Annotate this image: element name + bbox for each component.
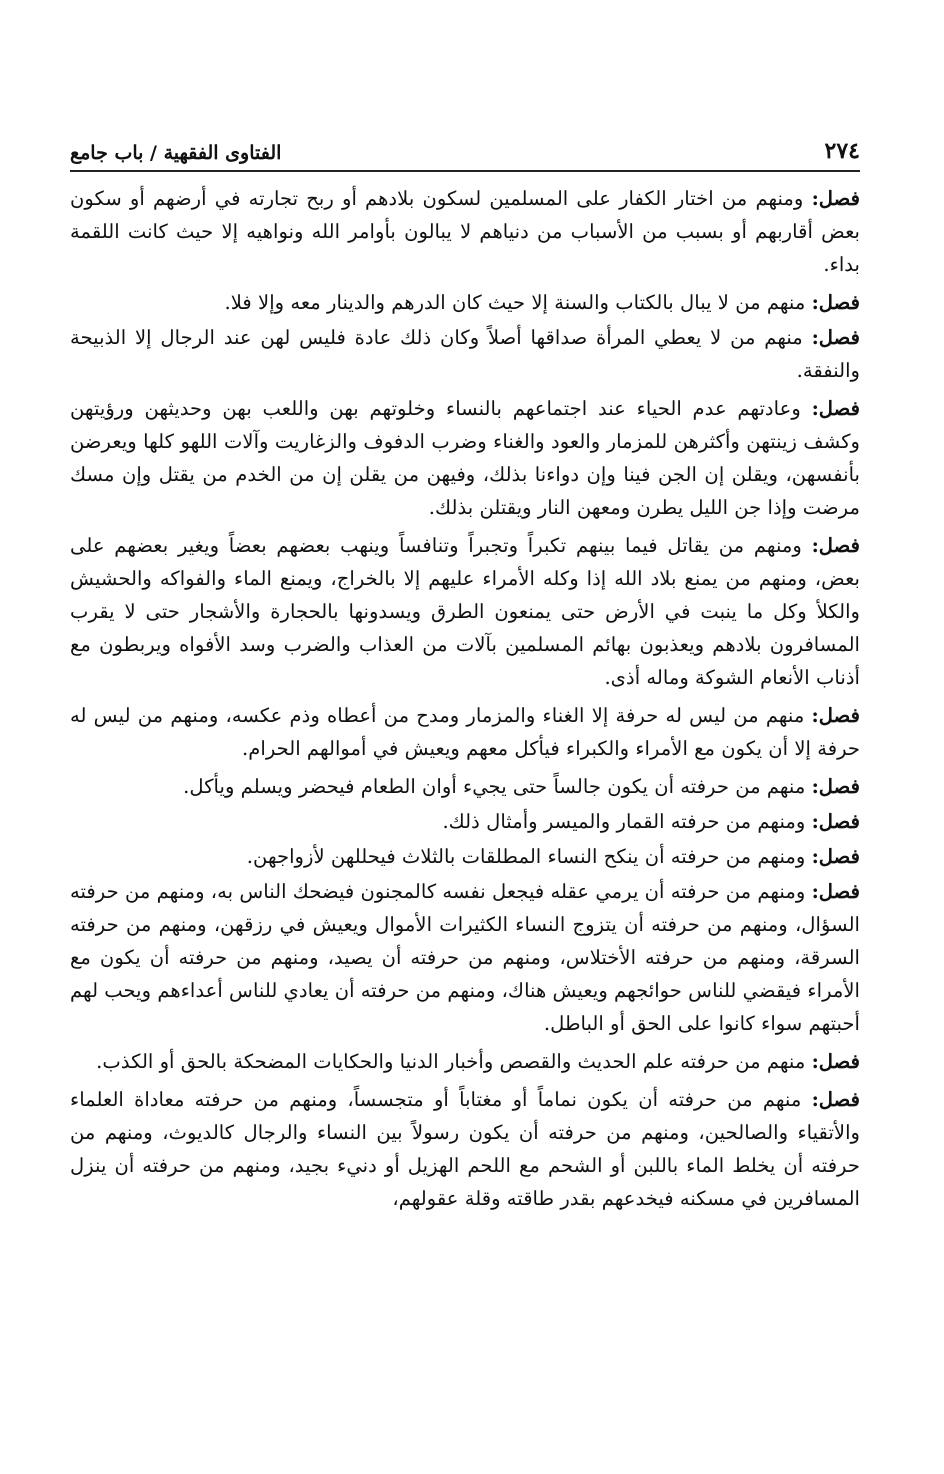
page-body	[70, 182, 860, 1215]
paragraph: فصل: منهم من حرفته أن يكون نماماً أو مغتاباً أو متجسساً، ومنهم من حرفته معاداة العلماء والأتقياء والصالحين، ومنهم من حرفته أن يكون رسولاً بين النساء والرجال كالديوث، ومنهم من حرفته أن يخلط الماء باللبن أو الشحم مع اللحم الهزيل أو دنيء بجيد، ومنهم من حرفته أن ينزل المسافرين في مسكنه فيخدعهم بقدر طاقته وقلة عقولهم،	[70, 1088, 860, 1210]
running-header	[70, 128, 860, 172]
section-label: فصل:	[811, 880, 861, 903]
paragraph: فصل: وعادتهم عدم الحياء عند اجتماعهم بالنساء وخلوتهم بهن واللعب بهن وحديثهن ورؤيتهن وكشف زينتهن وأكثرهن للمزمار والعود والغناء وضرب الدفوف والزغاريت وآلات اللهو كلها ويعرضن بأنفسهن، ويقلن إن الجن فينا وإن دواءنا بذلك، وفيهن من يقلن إن من الخدم من يقتل وإن مسك مرضت وإذا جن الليل يطرن ومعهن النار ويقتلن بذلك.	[70, 397, 860, 519]
section-label: فصل:	[811, 534, 860, 557]
paragraph: فصل: منهم من لا يعطي المرأة صداقها أصلاً وكان ذلك عادة فليس لهن عند الرجال إلا الذبيحة والنفقة.	[70, 326, 860, 382]
section-label: فصل:	[811, 810, 860, 833]
section-label: فصل:	[811, 1088, 860, 1111]
paragraph: فصل: منهم من حرفته أن يكون جالساً حتى يجيء أوان الطعام فيحضر ويسلم ويأكل.	[183, 775, 860, 798]
paragraph: فصل: ومنهم من يقاتل فيما بينهم تكبراً وتجبراً وتنافساً وينهب بعضهم بعضاً ويغير بعضهم على بعض، ومنهم من يمنع بلاد الله إذا وكله الأمراء عليهم إلا بالخراج، ويمنع الماء والفواكه والحشيش والكلأ وكل ما ينبت في الأرض حتى يمنعون الطرق ويسدونها بالحجارة والأشجار حتى لا يقرب المسافرون بلادهم ويعذبون بهائم المسلمين بآلات من العذاب والضرب وسد الأفواه ويربطون مع أذناب الأنعام الشوكة وماله أذى.	[70, 534, 860, 689]
section-label: فصل:	[811, 845, 860, 868]
section-label: فصل:	[811, 397, 860, 420]
paragraph: فصل: ومنهم من اختار الكفار على المسلمين لسكون بلادهم أو ربح تجارته في أرضهم أو سكون بعض أقاربهم أو بسبب من الأسباب من دنياهم لا يبالون بأوامر الله ونواهيه إلا حيث كانت اللقمة بداء.	[70, 187, 860, 276]
page-number: ٢٧٤	[824, 138, 860, 164]
book-page	[70, 128, 860, 1220]
paragraph: فصل: منهم من حرفته علم الحديث والقصص وأخبار الدنيا والحكايات المضحكة بالحق أو الكذب.	[96, 1050, 860, 1073]
section-label: فصل:	[811, 326, 860, 349]
section-label: فصل:	[811, 704, 860, 727]
running-title: الفتاوى الفقهية / باب جامع	[70, 142, 282, 164]
paragraph: فصل: ومنهم من حرفته أن يرمي عقله فيجعل نفسه كالمجنون فيضحك الناس به، ومنهم من حرفته السؤال، ومنهم من حرفته أن يتزوج النساء الكثيرات الأموال ويعيش في رزقهن، ومنهم من حرفته السرقة، ومنهم من حرفته الأختلاس، ومنهم من حرفته أن يصيد، ومنهم من حرفته أن يكون مع الأمراء فيقضي للناس حوائجهم ويعيش هناك، ومنهم من حرفته أن يعادي للناس أعداءهم ويحب لهم أحبتهم سواء كانوا على الحق أو الباطل.	[70, 880, 861, 1035]
paragraph: فصل: منهم من لا يبال بالكتاب والسنة إلا حيث كان الدرهم والدينار معه وإلا فلا.	[224, 291, 860, 314]
paragraph: فصل: منهم من ليس له حرفة إلا الغناء والمزمار ومدح من أعطاه وذم عكسه، ومنهم من ليس له حرفة إلا أن يكون مع الأمراء والكبراء فيأكل معهم ويعيش في أموالهم الحرام.	[70, 704, 860, 760]
section-label: فصل:	[811, 1050, 860, 1073]
section-label: فصل:	[811, 291, 860, 314]
section-label: فصل:	[811, 775, 860, 798]
section-label: فصل:	[811, 187, 860, 210]
paragraph: فصل: ومنهم من حرفته القمار والميسر وأمثال ذلك.	[442, 810, 860, 833]
paragraph: فصل: ومنهم من حرفته أن ينكح النساء المطلقات بالثلاث فيحللهن لأزواجهن.	[246, 845, 860, 868]
